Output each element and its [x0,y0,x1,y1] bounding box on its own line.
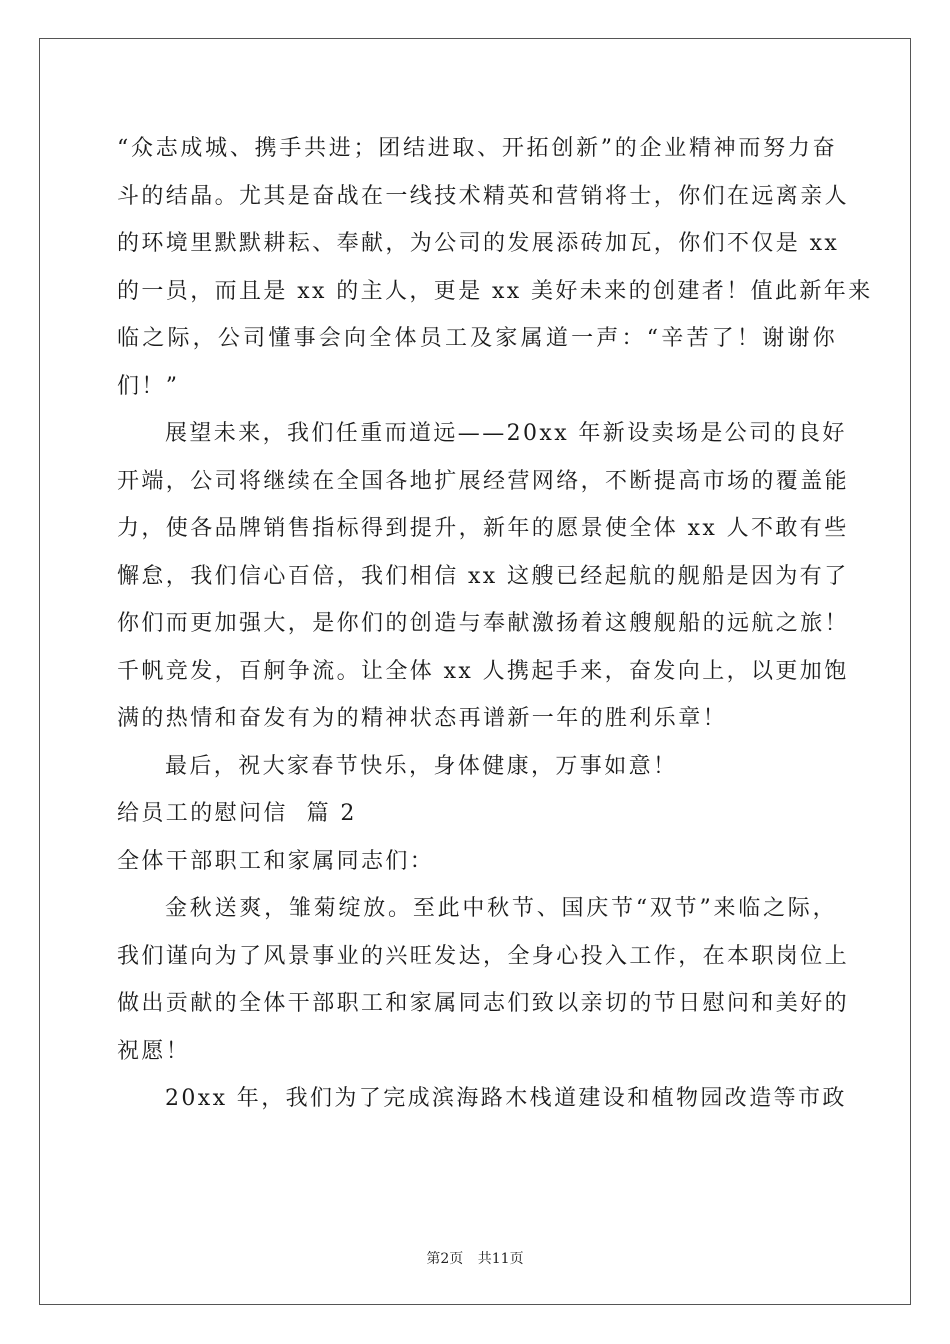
paragraph-first-line: 金秋送爽，雏菊绽放。至此中秋节、国庆节“双节”来临之际， [165,896,837,921]
text-line: 做出贡献的全体干部职工和家属同志们致以亲切的节日慰问和美好的 [117,991,850,1016]
text-line: 祝愿！ [117,1038,191,1064]
text-line: 力，使各品牌销售指标得到提升，新年的愿景使全体 xx 人不敢有些 [117,516,849,541]
paragraph-first-line: 20xx 年，我们为了完成滨海路木栈道建设和植物园改造等市政 [165,1086,847,1111]
text-line: 你们而更加强大，是你们的创造与奉献激扬着这艘舰船的远航之旅！ [117,611,850,636]
page-footer [0,1248,950,1268]
text-line: 的环境里默默耕耘、奉献，为公司的发展添砖加瓦，你们不仅是 xx [117,231,840,256]
text-line: “众志成城、携手共进；团结进取、开拓创新”的企业精神而努力奋 [117,136,837,161]
text-line: 懈怠，我们信心百倍，我们相信 xx 这艘已经起航的舰船是因为有了 [117,563,849,589]
paragraph-first-line: 展望未来，我们任重而道远——20xx 年新设卖场是公司的良好 [165,421,847,446]
page-number: 第2页 [426,1251,464,1267]
text-line: 我们谨向为了风景事业的兴旺发达，全身心投入工作，在本职岗位上 [117,943,850,969]
closing-line: 最后，祝大家春节快乐，身体健康，万事如意！ [165,753,678,779]
salutation: 全体干部职工和家属同志们： [117,848,435,874]
section-heading: 给员工的慰问信 篇 2 [117,801,357,826]
text-line: 的一员，而且是 xx 的主人，更是 xx 美好未来的创建者！值此新年来 [117,278,873,304]
page-total: 共11页 [477,1251,524,1267]
text-line: 临之际，公司懂事会向全体员工及家属道一声：“辛苦了！谢谢你 [117,326,837,351]
text-line: 千帆竞发，百舸争流。让全体 xx 人携起手来，奋发向上，以更加饱 [117,658,849,684]
text-line: 斗的结晶。尤其是奋战在一线技术精英和营销将士，你们在远离亲人 [117,183,850,209]
text-line: 们！” [117,373,180,399]
document-body [117,125,873,1123]
text-line: 满的热情和奋发有为的精神状态再谱新一年的胜利乐章！ [117,706,728,731]
text-line: 开端，公司将继续在全国各地扩展经营网络，不断提高市场的覆盖能 [117,468,850,494]
